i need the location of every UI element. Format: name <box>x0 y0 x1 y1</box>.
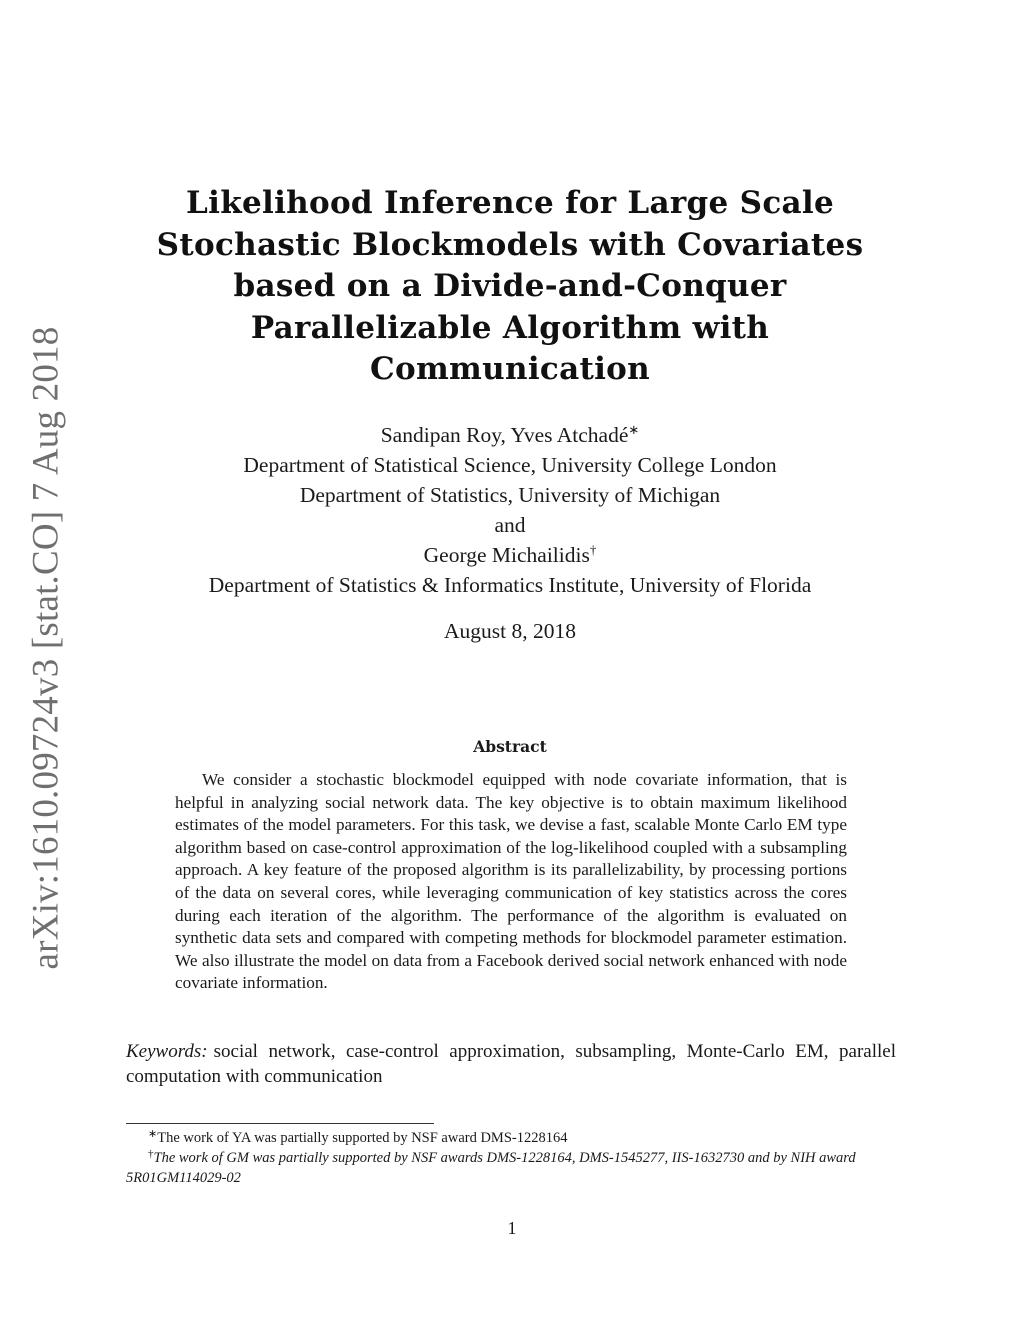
paper-title: Likelihood Inference for Large Scale Stochastic Blockmodels with Covariates based on a Divide-and-Conquer Parallelizable Algorithm with Communication <box>156 185 864 387</box>
author-line-2 <box>100 540 920 570</box>
keywords-label: Keywords: <box>126 1041 208 1062</box>
affiliation-2: Department of Statistics, University of Michigan <box>299 483 721 507</box>
footnote-1 <box>126 1128 901 1148</box>
footnote-2-text: The work of GM was partially supported by NSF awards DMS-1228164, DMS-1545277, IIS-1632730 and by NIH award 5R01GM114029-02 <box>126 1150 856 1186</box>
footnote-2-mark: † <box>148 1148 154 1160</box>
author-names-1: Sandipan Roy, Yves Atchadé <box>380 423 629 447</box>
abstract-heading: Abstract <box>473 737 547 756</box>
abstract-body: We consider a stochastic blockmodel equipped with node covariate information, that is helpful in analyzing social network data. The key objective is to obtain maximum likelihood estimates of the model parameters. For this task, we devise a fast, scalable Monte Carlo EM type algorithm based on case-control approximation of the log-likelihood coupled with a subsampling approach. A key feature of the proposed algorithm is its parallelizability, by processing portions of the data on several cores, while leveraging communication of key statistics across the cores during each iteration of the algorithm. The performance of the algorithm is evaluated on synthetic data sets and compared with competing methods for blockmodel parameter estimation. We also illustrate the model on data from a Facebook derived social network enhanced with node covariate information. <box>175 770 847 993</box>
arxiv-identifier-stamp: arXiv:1610.09724v3 [stat.CO] 7 Aug 2018 <box>25 326 67 970</box>
keywords <box>126 1039 896 1089</box>
affiliation-3: Department of Statistics & Informatics Institute, University of Florida <box>208 573 812 597</box>
paper-date: August 8, 2018 <box>444 619 576 643</box>
author-line-1 <box>100 420 920 450</box>
footnote-separator <box>126 1123 434 1124</box>
footnote-mark-star: ∗ <box>628 422 640 437</box>
footnote-2 <box>126 1148 901 1188</box>
footnote-mark-dagger: † <box>589 542 597 557</box>
page-number: 1 <box>507 1218 517 1238</box>
keywords-text: social network, case-control approximation, subsampling, Monte-Carlo EM, parallel computation with communication <box>126 1041 896 1087</box>
footnote-1-mark: ∗ <box>148 1128 158 1140</box>
footnotes <box>126 1128 901 1188</box>
author-conjunction: and <box>494 513 526 537</box>
affiliation-1: Department of Statistical Science, University College London <box>243 453 777 477</box>
author-names-2: George Michailidis <box>423 543 590 567</box>
footnote-1-text: The work of YA was partially supported by NSF award DMS-1228164 <box>157 1130 568 1146</box>
author-block <box>100 420 920 600</box>
